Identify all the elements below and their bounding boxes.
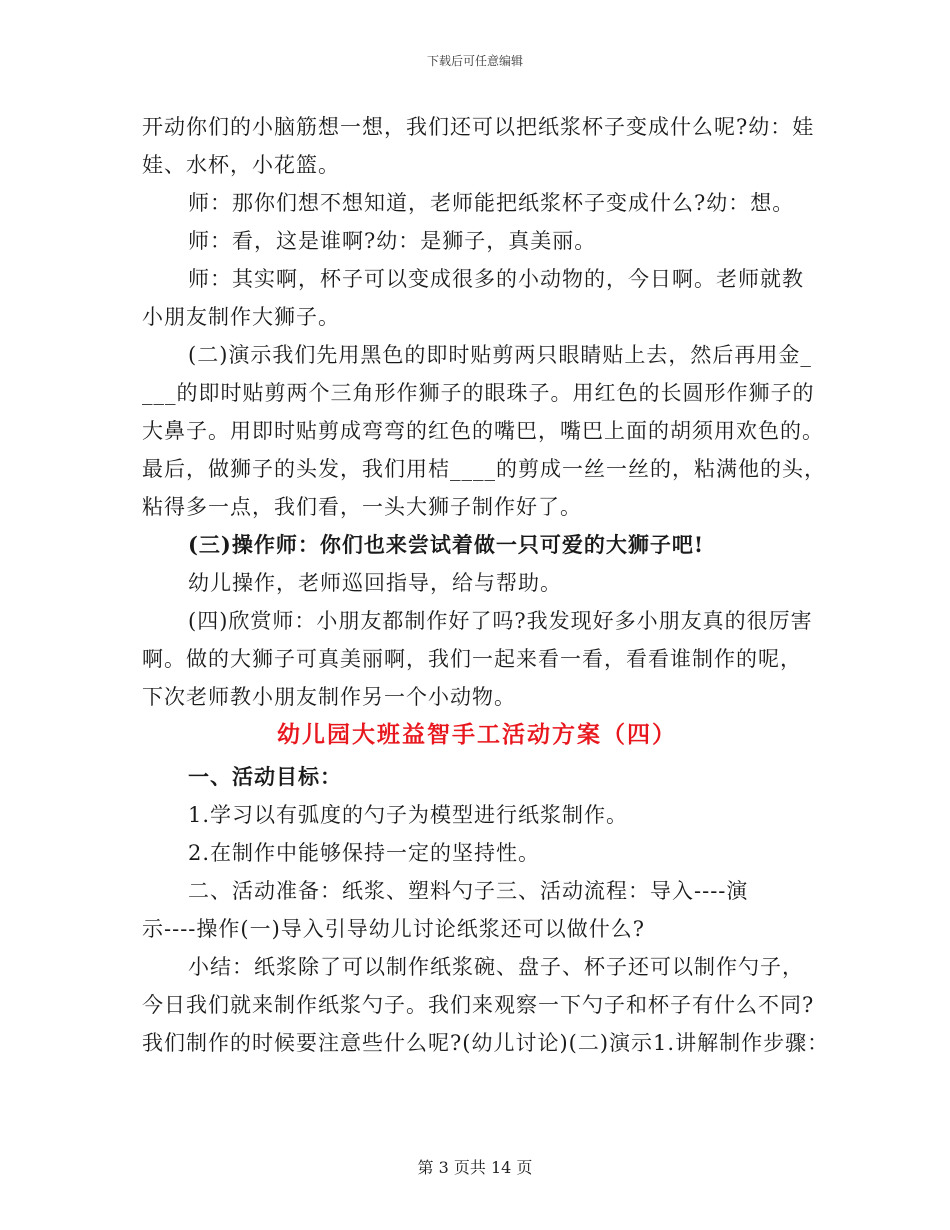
section-heading: 一、活动目标： [188, 764, 342, 789]
page-header: 下载后可任意编辑 [426, 54, 523, 68]
paragraph-line: 二、活动准备：纸浆、塑料勺子三、活动流程：导入----演 [188, 879, 749, 903]
paragraph-line: 2.在制作中能够保持一定的坚持性。 [188, 841, 541, 865]
paragraph-line: (二)演示我们先用黑色的即时贴剪两只眼睛贴上去，然后再用金_ [188, 343, 812, 367]
paragraph-line: (四)欣赏师：小朋友都制作好了吗?我发现好多小朋友真的很厉害 [188, 609, 813, 633]
paragraph-line: 娃、水杯，小花篮。 [142, 153, 340, 177]
paragraph-line: 大鼻子。用即时贴剪成弯弯的红色的嘴巴，嘴巴上面的胡须用欢色的。 [142, 419, 824, 443]
paragraph-line: 幼儿操作，老师巡回指导，给与帮助。 [188, 571, 562, 595]
paragraph-line: 下次老师教小朋友制作另一个小动物。 [142, 685, 516, 709]
paragraph-line: 今日我们就来制作纸浆勺子。我们来观察一下勺子和杯子有什么不同? [142, 993, 815, 1017]
document-title: 幼儿园大班益智手工活动方案（四） [277, 721, 677, 748]
document-body [142, 108, 830, 1062]
paragraph-line: 示----操作(一)导入引导幼儿讨论纸浆还可以做什么? [142, 917, 646, 941]
paragraph-line: 师：其实啊，杯子可以变成很多的小动物的，今日啊。老师就教 [188, 267, 804, 291]
paragraph-line: ___的即时贴剪两个三角形作狮子的眼珠子。用红色的长圆形作狮子的 [142, 381, 815, 405]
paragraph-line: 粘得多一点，我们看，一头大狮子制作好了。 [142, 495, 582, 519]
paragraph-line: 我们制作的时候要注意些什么呢?(幼儿讨论)(二)演示1.讲解制作步骤： [142, 1031, 830, 1055]
section-heading: (三)操作师：你们也来尝试着做一只可爱的大狮子吧! [188, 532, 705, 557]
paragraph-line: 师：那你们想不想知道，老师能把纸浆杯子变成什么?幼：想。 [188, 191, 795, 215]
page-footer: 第 3 页共 14 页 [417, 1158, 533, 1177]
paragraph-line: 开动你们的小脑筋想一想，我们还可以把纸浆杯子变成什么呢?幼：娃 [142, 115, 815, 139]
paragraph-line: 师：看，这是谁啊?幼：是狮子，真美丽。 [188, 229, 597, 253]
paragraph-line: 啊。做的大狮子可真美丽啊，我们一起来看一看，看看谁制作的呢， [142, 647, 802, 671]
paragraph-line: 小结：纸浆除了可以制作纸浆碗、盘子、杯子还可以制作勺子， [188, 955, 804, 979]
paragraph-line: 小朋友制作大狮子。 [142, 305, 340, 329]
paragraph-line: 最后，做狮子的头发，我们用桔____的剪成一丝一丝的，粘满他的头， [142, 457, 826, 481]
paragraph-line: 1.学习以有弧度的勺子为模型进行纸浆制作。 [188, 803, 629, 827]
